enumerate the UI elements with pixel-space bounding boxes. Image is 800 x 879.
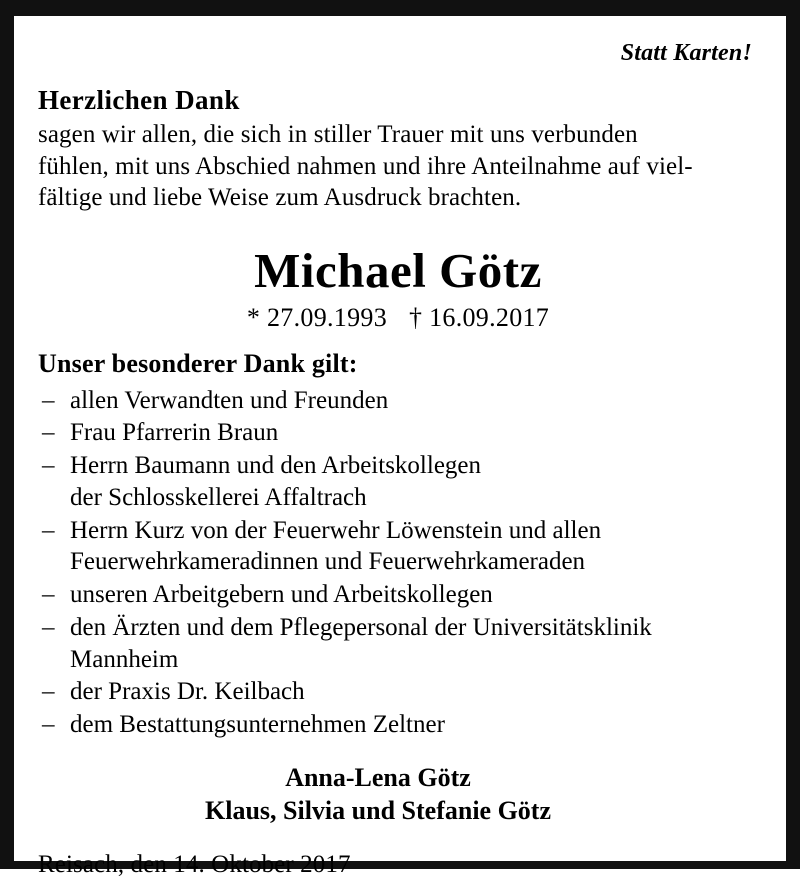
list-item-line-2: Feuerwehrkameradinnen und Feuerwehrkameraden [70, 548, 586, 576]
bullet-dash: – [42, 516, 55, 544]
place-and-date: Reisach, den 14. Oktober 2017 [38, 851, 351, 879]
list-item-line-1: unseren Arbeitgebern und Arbeitskollegen [70, 581, 493, 608]
bullet-dash: – [42, 452, 55, 479]
list-item-line-1: dem Bestattungsunternehmen Zeltner [70, 711, 445, 738]
deceased-name: Michael Götz [254, 242, 542, 298]
list-item-line-1: der Praxis Dr. Keilbach [70, 678, 305, 706]
bullet-dash: – [42, 711, 55, 738]
header-note: Statt Karten! [620, 40, 752, 66]
signature-line-2: Klaus, Silvia und Stefanie Götz [205, 796, 551, 826]
list-item [38, 709, 758, 741]
signature-block [38, 761, 758, 828]
bullet-dash: – [42, 678, 55, 706]
signature-line-1: Anna-Lena Götz [285, 762, 471, 792]
list-item-line-1: allen Verwandten und Freunden [70, 386, 389, 414]
thanks-title: Herzlichen Dank [38, 85, 240, 115]
list-item-line-1: Herrn Baumann und den Arbeitskollegen [70, 452, 482, 479]
birth-date: * 27.09.1993 [246, 302, 387, 332]
thanks-body-line-2: fühlen, mit uns Abschied nahmen und ihre Anteilnahme auf viel- [38, 152, 693, 180]
list-item-line-1: den Ärzten und dem Pflegepersonal der Universitätsklinik [70, 613, 652, 641]
list-item-line-2: Mannheim [70, 645, 179, 673]
bullet-dash: – [42, 419, 55, 447]
thanks-body-line-3: fältige und liebe Weise zum Ausdruck brachten. [38, 184, 522, 211]
list-item [38, 612, 758, 676]
list-item [38, 417, 758, 449]
list-item [38, 515, 758, 579]
list-item [38, 579, 758, 611]
thanks-body-line-1: sagen wir allen, die sich in stiller Trauer mit uns verbunden [38, 121, 638, 148]
death-date: † 16.09.2017 [409, 302, 550, 332]
deceased-dates [38, 303, 758, 333]
thanks-body [38, 119, 758, 214]
list-item-line-1: Frau Pfarrerin Braun [70, 419, 279, 447]
list-item [38, 450, 758, 514]
bullet-dash: – [42, 613, 55, 641]
bullet-dash: – [42, 581, 55, 608]
list-item [38, 385, 758, 417]
special-thanks-list [38, 385, 758, 741]
special-thanks-title: Unser besonderer Dank gilt: [38, 348, 358, 378]
list-item-line-2: der Schlosskellerei Affaltrach [70, 483, 367, 511]
card-inner [14, 16, 786, 879]
list-item-line-1: Herrn Kurz von der Feuerwehr Löwenstein und allen [70, 516, 602, 544]
bullet-dash: – [42, 386, 55, 414]
list-item [38, 676, 758, 708]
